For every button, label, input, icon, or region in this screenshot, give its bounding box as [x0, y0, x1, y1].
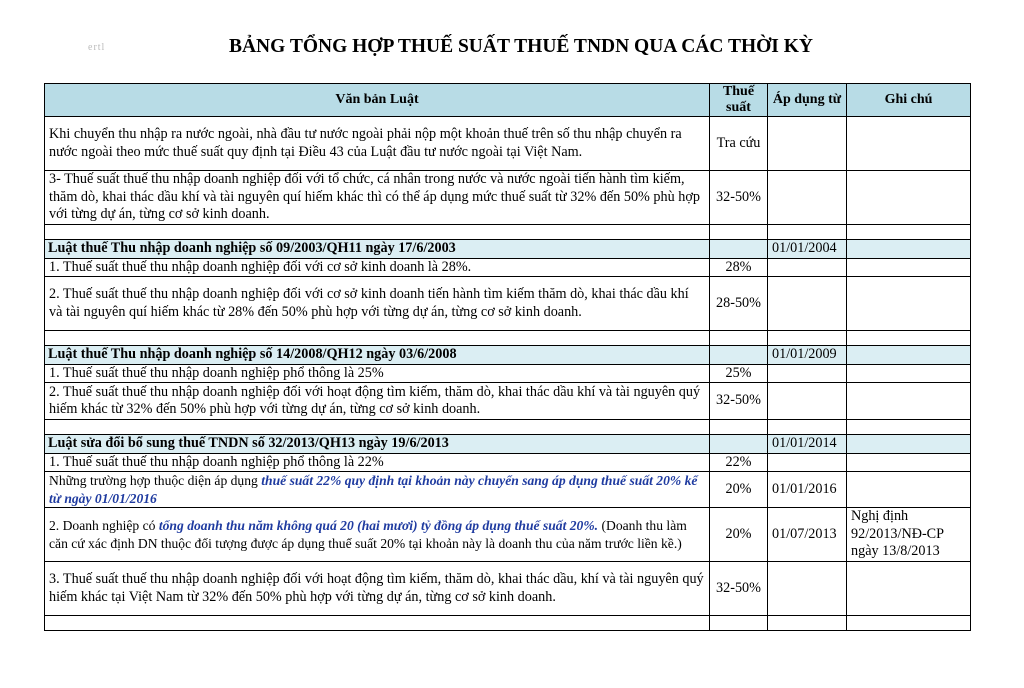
table-row	[45, 277, 971, 331]
table-row	[45, 364, 971, 383]
table-row	[45, 171, 971, 225]
law-text-suffix: (Doanh thu làm căn cứ xác định DN thuộc đối tượng được áp dụng thuế suất 20% tại khoản này là doanh thu của năm trước liền kề.)	[49, 518, 687, 551]
note-cell: Nghị định 92/2013/NĐ-CP ngày 13/8/2013	[847, 508, 971, 562]
date-cell	[768, 117, 847, 171]
date-cell	[768, 258, 847, 277]
date-cell	[768, 453, 847, 472]
date-cell: 01/07/2013	[768, 508, 847, 562]
date-cell	[768, 171, 847, 225]
table-row	[45, 453, 971, 472]
tax-rate-table	[44, 83, 971, 631]
date-cell: 01/01/2004	[768, 240, 847, 259]
law-text: 3. Thuế suất thuế thu nhập doanh nghiệp đối với hoạt động tìm kiếm, thăm dò, khai thác dầu, khí và tài nguyên quý hiếm khác tại Việt Nam từ 32% đến 50% phù hợp với từng dự án, từng cơ sở kinh doanh.	[45, 562, 710, 616]
date-cell: 01/01/2009	[768, 346, 847, 365]
table-row	[45, 562, 971, 616]
rate-cell: 20%	[710, 508, 768, 562]
table-row	[45, 383, 971, 420]
law-text	[45, 472, 710, 508]
note-cell	[847, 453, 971, 472]
law-text: Khi chuyển thu nhập ra nước ngoài, nhà đầu tư nước ngoài phải nộp một khoản thuế trên số thu nhập chuyển ra nước ngoài theo mức thuế suất quy định tại Điều 43 của Luật đầu tư nước ngoài tại Việt Nam.	[45, 117, 710, 171]
table-row	[45, 508, 971, 562]
date-cell	[768, 383, 847, 420]
law-heading: Luật sửa đổi bổ sung thuế TNDN số 32/2013/QH13 ngày 19/6/2013	[45, 435, 710, 454]
table-row	[45, 472, 971, 508]
note-cell	[847, 383, 971, 420]
table-header-row	[45, 84, 971, 117]
rate-cell	[710, 346, 768, 365]
law-text-prefix: 2. Doanh nghiệp có	[49, 518, 159, 533]
rate-cell: 32-50%	[710, 171, 768, 225]
law-text-emphasis: thuế suất 22% quy định tại khoản này chuyển sang áp dụng thuế suất 20% kể từ ngày 01/01/2016	[49, 473, 698, 506]
rate-cell: 28%	[710, 258, 768, 277]
rate-cell	[710, 240, 768, 259]
header-rate: Thuế suất	[710, 84, 768, 117]
law-heading-row	[45, 435, 971, 454]
date-cell: 01/01/2016	[768, 472, 847, 508]
spacer-row	[45, 225, 971, 240]
note-cell	[847, 277, 971, 331]
note-cell	[847, 171, 971, 225]
header-law: Văn bản Luật	[45, 84, 710, 117]
law-text	[45, 508, 710, 562]
law-text: 3- Thuế suất thuế thu nhập doanh nghiệp đối với tổ chức, cá nhân trong nước và nước ngoài tiến hành tìm kiếm, thăm dò, khai thác dầu khí và tài nguyên quí hiếm khác thì có thể áp dụng mức thuế suất từ 32% đến 50% phù hợp với từng dự án, từng cơ sở kinh doanh.	[45, 171, 710, 225]
rate-cell: 28-50%	[710, 277, 768, 331]
rate-cell	[710, 435, 768, 454]
rate-cell: 32-50%	[710, 562, 768, 616]
date-cell: 01/01/2014	[768, 435, 847, 454]
watermark-text: ertl	[88, 42, 106, 53]
note-cell	[847, 117, 971, 171]
spacer-row	[45, 331, 971, 346]
law-text-emphasis: tổng doanh thu năm không quá 20 (hai mươi) tỷ đồng áp dụng thuế suất 20%.	[158, 518, 599, 533]
law-text: 2. Thuế suất thuế thu nhập doanh nghiệp đối với cơ sở kinh doanh tiến hành tìm kiếm thăm dò, khai thác dầu khí và tài nguyên quí hiếm khác từ 28% đến 50% phù hợp với từng dự án, từng cơ sở kinh doanh.	[45, 277, 710, 331]
date-cell	[768, 562, 847, 616]
spacer-row	[45, 420, 971, 435]
law-text: 1. Thuế suất thuế thu nhập doanh nghiệp phổ thông là 25%	[45, 364, 710, 383]
rate-cell: 20%	[710, 472, 768, 508]
date-cell	[768, 364, 847, 383]
header-note: Ghi chú	[847, 84, 971, 117]
table-row	[45, 117, 971, 171]
law-heading: Luật thuế Thu nhập doanh nghiệp số 09/2003/QH11 ngày 17/6/2003	[45, 240, 710, 259]
rate-cell: 22%	[710, 453, 768, 472]
law-text: 1. Thuế suất thuế thu nhập doanh nghiệp phổ thông là 22%	[45, 453, 710, 472]
date-cell	[768, 277, 847, 331]
note-cell	[847, 258, 971, 277]
document-title: BẢNG TỔNG HỢP THUẾ SUẤT THUẾ TNDN QUA CÁC THỜI KỲ	[228, 36, 814, 57]
note-cell	[847, 346, 971, 365]
note-cell	[847, 562, 971, 616]
law-text-prefix: Những trường hợp thuộc diện áp dụng	[49, 473, 262, 488]
note-cell	[847, 240, 971, 259]
law-text: 2. Thuế suất thuế thu nhập doanh nghiệp đối với hoạt động tìm kiếm, thăm dò, khai thác dầu khí và tài nguyên quý hiếm khác từ 32% đến 50% phù hợp với từng dự án, từng cơ sở kinh doanh.	[45, 383, 710, 420]
law-heading-row	[45, 346, 971, 365]
note-cell	[847, 364, 971, 383]
spacer-row	[45, 616, 971, 631]
rate-cell: Tra cứu	[710, 117, 768, 171]
note-cell	[847, 435, 971, 454]
rate-cell: 25%	[710, 364, 768, 383]
law-text: 1. Thuế suất thuế thu nhập doanh nghiệp đối với cơ sở kinh doanh là 28%.	[45, 258, 710, 277]
law-heading-row	[45, 240, 971, 259]
note-cell	[847, 472, 971, 508]
table-row	[45, 258, 971, 277]
rate-cell: 32-50%	[710, 383, 768, 420]
header-effective: Áp dụng từ	[768, 84, 847, 117]
law-heading: Luật thuế Thu nhập doanh nghiệp số 14/2008/QH12 ngày 03/6/2008	[45, 346, 710, 365]
